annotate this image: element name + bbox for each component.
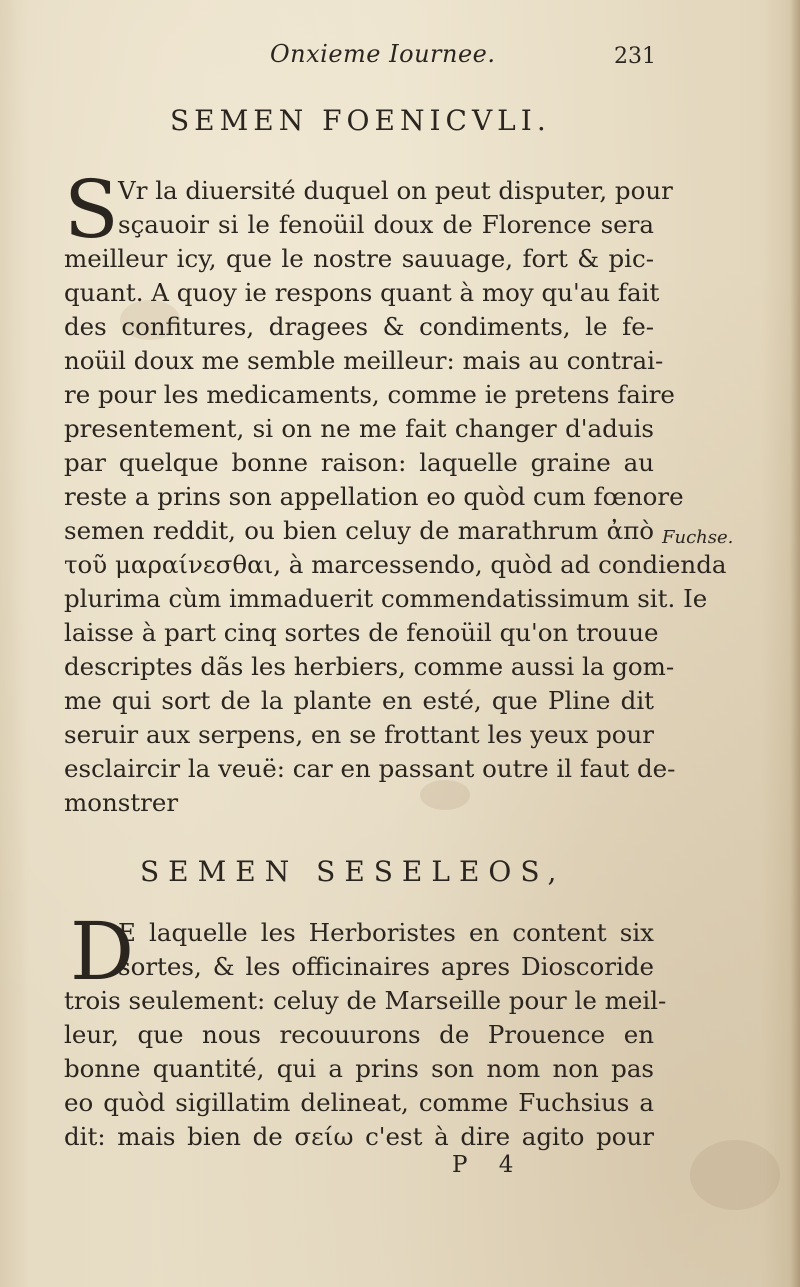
text-line: bonne quantité, qui a prins son nom non pas xyxy=(64,1054,654,1083)
text-line: plurima cùm immaduerit commendatissimum sit. Ie xyxy=(64,584,708,613)
text-line: dit: mais bien de σείω c'est à dire agito pour xyxy=(64,1122,654,1151)
text-line: leur, que nous recouurons de Prouence en xyxy=(64,1020,654,1049)
page-edge-shadow xyxy=(790,0,800,1287)
text-line: noüil doux me semble meilleur: mais au contrai- xyxy=(64,346,664,375)
text-line: laisse à part cinq sortes de fenoüil qu'on trouue xyxy=(64,618,659,647)
text-line: sçauoir si le fenoüil doux de Florence sera xyxy=(118,210,654,239)
text-line: descriptes dãs les herbiers, comme aussi la gom- xyxy=(64,652,675,681)
text-line: monstrer xyxy=(64,788,179,817)
text-line: sortes, & les officinaires apres Dioscoride xyxy=(118,952,654,981)
section-title-seseleos: SEMEN SESELEOS, xyxy=(140,855,566,888)
running-head: Onxieme Iournee. xyxy=(270,40,496,68)
drop-cap: D xyxy=(70,905,135,998)
section-title-foeniculi: SEMEN FOENICVLI. xyxy=(170,104,551,137)
text-line: E laquelle les Herboristes en content six xyxy=(118,918,654,947)
text-line: esclaircir la veuë: car en passant outre il faut de- xyxy=(64,754,676,783)
text-line: quant. A quoy ie respons quant à moy qu'au fait xyxy=(64,278,660,307)
text-line: me qui sort de la plante en esté, que Pline dit xyxy=(64,686,654,715)
text-line: meilleur icy, que le nostre sauuage, fort & pic- xyxy=(64,244,654,273)
margin-note: Fuchse. xyxy=(662,527,734,548)
drop-cap: S xyxy=(64,163,119,256)
text-line: Vr la diuersité duquel on peut disputer, pour xyxy=(118,176,673,205)
text-line: des confitures, dragees & condiments, le fe- xyxy=(64,312,654,341)
text-line: eo quòd sigillatim delineat, comme Fuchsius a xyxy=(64,1088,654,1117)
text-line: presentement, si on ne me fait changer d'aduis xyxy=(64,414,654,443)
text-line: semen reddit, ou bien celuy de marathrum ἀπὸ xyxy=(64,516,654,545)
paper-stain xyxy=(690,1140,780,1210)
text-line: τοῦ μαραίνεσθαι, à marcessendo, quòd ad condienda xyxy=(64,550,727,579)
text-line: re pour les medicaments, comme ie pretens faire xyxy=(64,380,675,409)
text-line: reste a prins son appellation eo quòd cum fœnore xyxy=(64,482,684,511)
signature-catchword: P 4 xyxy=(452,1152,526,1178)
page-number: 231 xyxy=(614,44,656,69)
text-line: par quelque bonne raison: laquelle graine au xyxy=(64,448,654,477)
text-line: seruir aux serpens, en se frottant les yeux pour xyxy=(64,720,654,749)
text-line: trois seulement: celuy de Marseille pour le meil- xyxy=(64,986,667,1015)
paragraph-seseleos xyxy=(64,905,667,1154)
